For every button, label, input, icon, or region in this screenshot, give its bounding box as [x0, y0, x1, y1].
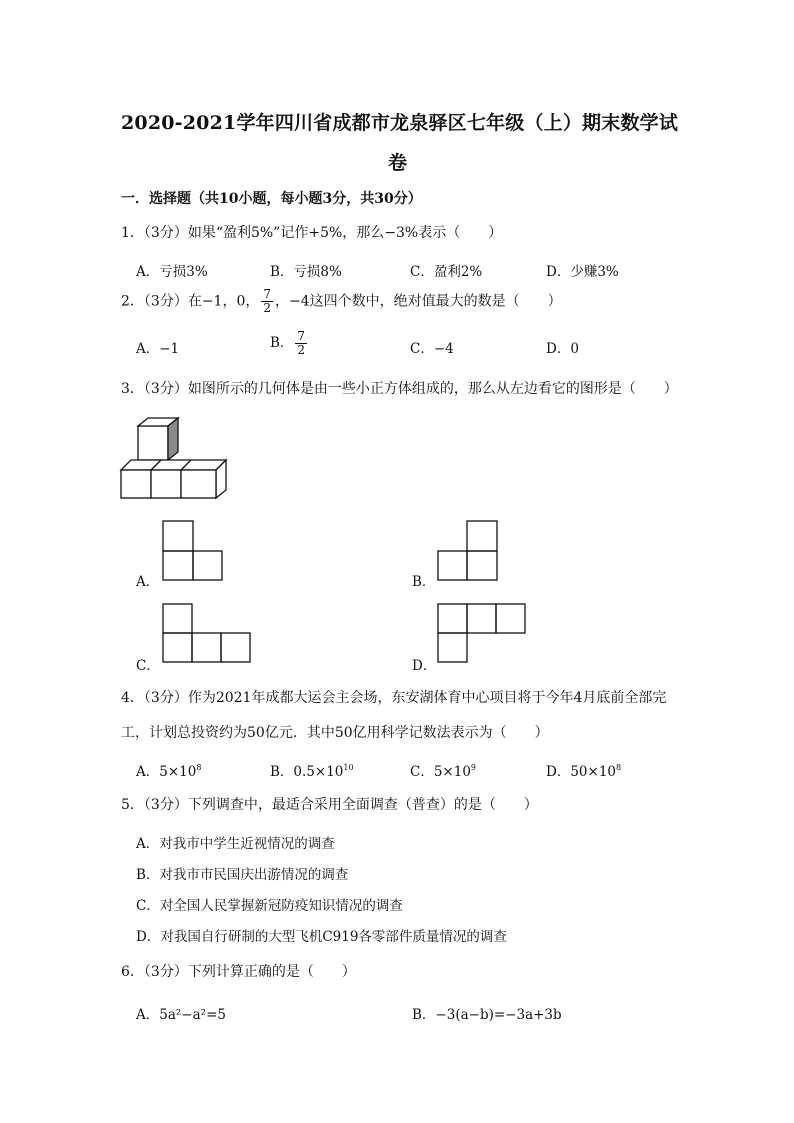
- question-4-stem-line1: 4．（3分）作为2021年成都大运会主会场，东安湖体育中心项目将于今年4月底前全部完: [121, 690, 667, 706]
- question-4-option-b: [270, 760, 354, 780]
- question-5-option-c: C．对全国人民掌握新冠防疫知识情况的调查: [136, 898, 403, 914]
- fraction-seven-halves: [261, 288, 273, 315]
- question-1-stem: 1．（3分）如果“盈利5%”记作+5%，那么−3%表示（ ）: [121, 225, 503, 241]
- fraction-denominator: 2: [263, 301, 271, 315]
- question-6-stem: 6．（3分）下列计算正确的是（ ）: [121, 964, 356, 980]
- cube-solid-figure: [118, 416, 230, 500]
- option-d-view-figure: [437, 603, 529, 665]
- page-title: 2020-2021学年四川省成都市龙泉驿区七年级（上）期末数学试: [121, 112, 679, 134]
- question-3-stem: 3．（3分）如图所示的几何体是由一些小正方体组成的，那么从左边看它的图形是（ ）: [121, 381, 678, 397]
- option-b-exponent: 10: [343, 763, 354, 772]
- question-3-option-b-label: B．: [412, 574, 436, 590]
- question-3-option-c-label: C．: [136, 658, 160, 674]
- option-a-view-figure: [162, 520, 224, 582]
- fraction-seven-halves-option: [295, 330, 307, 357]
- question-5-option-b: B．对我市市民国庆出游情况的调查: [136, 867, 349, 883]
- option-b-base: B．0.5×10: [270, 764, 344, 780]
- question-5-option-a: A．对我市中学生近视情况的调查: [136, 836, 335, 852]
- option-c-view-figure: [162, 603, 254, 665]
- option-c-base: C．5×10: [410, 764, 471, 780]
- question-5-option-d: D．对我国自行研制的大型飞机C919各零部件质量情况的调查: [136, 929, 507, 945]
- question-1-option-a: A．亏损3%: [136, 264, 208, 280]
- question-2-stem-end: ，−4这四个数中，绝对值最大的数是（ ）: [275, 293, 562, 310]
- option-a-exponent: 8: [196, 763, 202, 772]
- option-d-exponent: 8: [616, 763, 622, 772]
- question-1-option-d: D．少赚3%: [546, 264, 619, 280]
- option-c-exponent: 9: [470, 763, 477, 772]
- question-5-stem: 5．（3分）下列调查中，最适合采用全面调查（普查）的是（ ）: [121, 797, 538, 813]
- question-6-option-b: B．−3(a−b)=−3a+3b: [412, 1007, 562, 1023]
- question-2-option-b: [270, 330, 309, 357]
- question-1-option-b: B．亏损8%: [270, 264, 342, 280]
- question-4-stem-line2: 工，计划总投资约为50亿元．其中50亿用科学记数法表示为（ ）: [121, 725, 549, 741]
- option-b-label: B．: [270, 335, 294, 351]
- fraction-numerator: 7: [263, 287, 271, 301]
- question-4-option-a: [136, 760, 201, 780]
- page-title-continued: 卷: [388, 152, 408, 174]
- fraction-numerator: 7: [297, 329, 306, 343]
- option-a-base: A．5×10: [136, 764, 197, 780]
- question-2-option-d: D．0: [546, 341, 579, 357]
- fraction-denominator: 2: [297, 343, 306, 357]
- question-3-option-a-label: A．: [136, 574, 160, 590]
- section-heading: 一．选择题（共10小题，每小题3分，共30分）: [121, 191, 422, 207]
- question-3-option-d-label: D．: [412, 658, 437, 674]
- question-2-option-a: A．−1: [136, 341, 180, 357]
- question-2-option-c: C．−4: [410, 341, 454, 357]
- question-6-option-a: A．5a²−a²=5: [136, 1007, 226, 1023]
- question-4-option-c: [410, 760, 476, 780]
- option-d-base: D．50×10: [546, 764, 616, 780]
- option-b-view-figure: [437, 520, 499, 582]
- question-2-stem: [121, 288, 562, 315]
- question-4-option-d: [546, 760, 621, 780]
- question-1-option-c: C．盈利2%: [410, 264, 483, 280]
- question-2-stem-start: 2．（3分）在−1，0，: [121, 293, 260, 310]
